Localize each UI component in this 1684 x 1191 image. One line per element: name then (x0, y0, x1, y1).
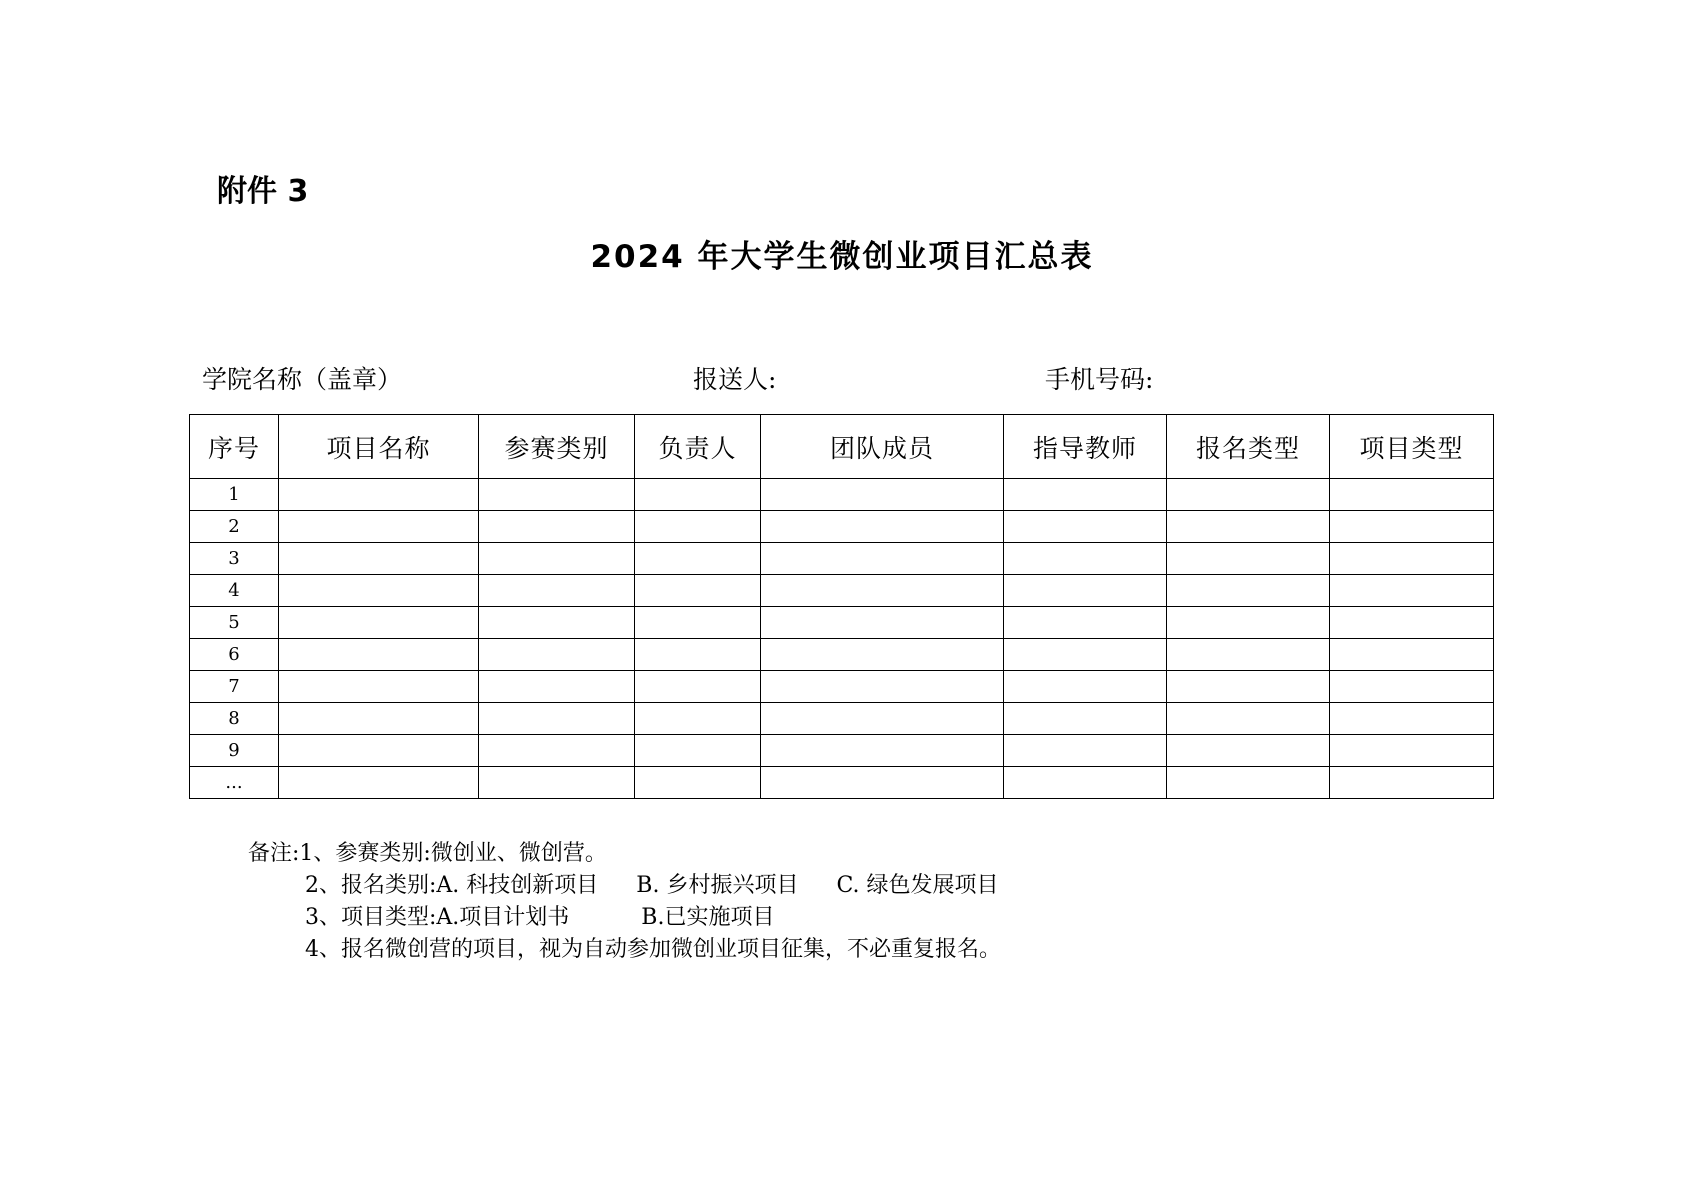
phone-field-label: 手机号码: (1045, 365, 1154, 394)
note-registration-option-c: C. 绿色发展项目 (836, 873, 999, 898)
notes-section (0, 838, 1001, 966)
table-cell[interactable] (635, 735, 761, 767)
table-cell[interactable] (479, 607, 635, 639)
table-cell[interactable] (479, 671, 635, 703)
table-row (190, 479, 1494, 511)
table-cell[interactable] (1004, 735, 1167, 767)
note-line-3 (0, 902, 1001, 934)
table-row (190, 703, 1494, 735)
table-cell[interactable] (479, 703, 635, 735)
note-registration-option-a: 2、报名类别:A. 科技创新项目 (305, 873, 599, 898)
page-title: 2024 年大学生微创业项目汇总表 (590, 239, 1094, 275)
table-cell[interactable] (635, 671, 761, 703)
table-header-row (190, 415, 1494, 479)
table-cell[interactable] (1330, 639, 1494, 671)
table-cell[interactable] (635, 511, 761, 543)
table-cell[interactable] (1330, 575, 1494, 607)
table-cell[interactable] (1004, 639, 1167, 671)
table-cell[interactable] (479, 511, 635, 543)
table-cell[interactable] (1330, 511, 1494, 543)
row-index-cell: ... (190, 767, 279, 799)
table-row (190, 607, 1494, 639)
row-index-cell: 6 (190, 639, 279, 671)
college-name-field-label: 学院名称（盖章） (202, 365, 403, 394)
column-header-leader: 负责人 (635, 415, 761, 479)
table-cell[interactable] (1004, 703, 1167, 735)
table-row (190, 735, 1494, 767)
table-cell[interactable] (1330, 735, 1494, 767)
table-cell[interactable] (1330, 607, 1494, 639)
project-summary-table (189, 414, 1494, 799)
table-cell[interactable] (635, 607, 761, 639)
column-header-category: 参赛类别 (479, 415, 635, 479)
table-cell[interactable] (635, 639, 761, 671)
table-cell[interactable] (1004, 767, 1167, 799)
table-cell[interactable] (279, 511, 479, 543)
table-row (190, 511, 1494, 543)
table-cell[interactable] (761, 511, 1004, 543)
row-index-cell: 2 (190, 511, 279, 543)
table-cell[interactable] (1167, 575, 1330, 607)
table-cell[interactable] (479, 575, 635, 607)
table-cell[interactable] (1167, 543, 1330, 575)
table-cell[interactable] (279, 639, 479, 671)
column-header-project-type: 项目类型 (1330, 415, 1494, 479)
table-cell[interactable] (635, 703, 761, 735)
table-row (190, 575, 1494, 607)
table-cell[interactable] (761, 479, 1004, 511)
note-project-type-option-a: 3、项目类型:A.项目计划书 (305, 905, 570, 930)
row-index-cell: 3 (190, 543, 279, 575)
note-line-1: 备注:1、参赛类别:微创业、微创营。 (248, 841, 607, 866)
table-row (190, 671, 1494, 703)
table-cell[interactable] (1004, 543, 1167, 575)
column-header-advisor: 指导教师 (1004, 415, 1167, 479)
table-body (190, 479, 1494, 799)
table-cell[interactable] (279, 703, 479, 735)
note-registration-option-b: B. 乡村振兴项目 (636, 873, 799, 898)
column-header-registration-type: 报名类型 (1167, 415, 1330, 479)
note-line-4: 4、报名微创营的项目，视为自动参加微创业项目征集，不必重复报名。 (305, 937, 1001, 962)
table-cell[interactable] (635, 575, 761, 607)
table-cell[interactable] (1167, 511, 1330, 543)
table-cell[interactable] (1330, 479, 1494, 511)
table-cell[interactable] (279, 479, 479, 511)
table-cell[interactable] (1004, 671, 1167, 703)
attachment-label: 附件 3 (217, 174, 309, 209)
note-project-type-option-b: B.已实施项目 (641, 905, 775, 930)
table-cell[interactable] (1330, 671, 1494, 703)
table-cell[interactable] (635, 479, 761, 511)
table-cell[interactable] (635, 767, 761, 799)
table-cell[interactable] (279, 767, 479, 799)
column-header-index: 序号 (190, 415, 279, 479)
table-cell[interactable] (761, 575, 1004, 607)
table-cell[interactable] (479, 639, 635, 671)
table-cell[interactable] (761, 639, 1004, 671)
table-cell[interactable] (279, 671, 479, 703)
table-cell[interactable] (279, 607, 479, 639)
sender-field-label: 报送人: (693, 365, 777, 394)
table-cell[interactable] (1167, 639, 1330, 671)
table-cell[interactable] (279, 543, 479, 575)
table-cell[interactable] (761, 735, 1004, 767)
table-cell[interactable] (635, 543, 761, 575)
table-row (190, 543, 1494, 575)
row-index-cell: 4 (190, 575, 279, 607)
table-cell[interactable] (479, 767, 635, 799)
table-cell[interactable] (761, 671, 1004, 703)
table-cell[interactable] (279, 735, 479, 767)
table-cell[interactable] (1167, 607, 1330, 639)
row-index-cell: 8 (190, 703, 279, 735)
column-header-team-members: 团队成员 (761, 415, 1004, 479)
table-row (190, 639, 1494, 671)
table-cell[interactable] (1167, 703, 1330, 735)
table-cell[interactable] (1330, 767, 1494, 799)
table-cell[interactable] (1167, 479, 1330, 511)
table-cell[interactable] (1330, 543, 1494, 575)
table-cell[interactable] (1004, 479, 1167, 511)
table-cell[interactable] (761, 703, 1004, 735)
table-cell[interactable] (479, 543, 635, 575)
table-cell[interactable] (761, 767, 1004, 799)
table-row (190, 767, 1494, 799)
table-cell[interactable] (761, 543, 1004, 575)
note-line-2 (0, 870, 1001, 902)
table-cell[interactable] (479, 735, 635, 767)
table-cell[interactable] (1004, 575, 1167, 607)
row-index-cell: 1 (190, 479, 279, 511)
table-cell[interactable] (1167, 767, 1330, 799)
table-cell[interactable] (761, 607, 1004, 639)
table-cell[interactable] (1004, 511, 1167, 543)
table-cell[interactable] (1004, 607, 1167, 639)
table-cell[interactable] (279, 575, 479, 607)
table-cell[interactable] (1330, 703, 1494, 735)
row-index-cell: 9 (190, 735, 279, 767)
row-index-cell: 5 (190, 607, 279, 639)
row-index-cell: 7 (190, 671, 279, 703)
table-cell[interactable] (1167, 671, 1330, 703)
column-header-project-name: 项目名称 (279, 415, 479, 479)
table-cell[interactable] (479, 479, 635, 511)
table-cell[interactable] (1167, 735, 1330, 767)
